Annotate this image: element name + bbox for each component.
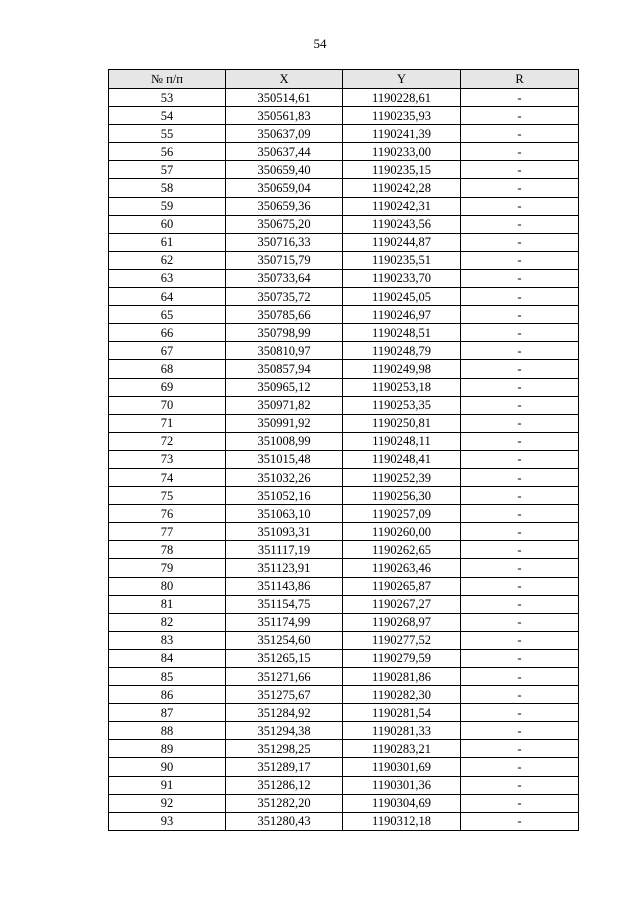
cell-y: 1190241,39 xyxy=(343,125,461,143)
cell-y: 1190301,69 xyxy=(343,758,461,776)
cell-y: 1190281,33 xyxy=(343,722,461,740)
cell-index: 93 xyxy=(109,812,226,830)
cell-index: 91 xyxy=(109,776,226,794)
cell-x: 351008,99 xyxy=(226,432,343,450)
header-y: Y xyxy=(343,70,461,89)
cell-y: 1190228,61 xyxy=(343,89,461,107)
cell-index: 78 xyxy=(109,541,226,559)
cell-x: 351143,86 xyxy=(226,577,343,595)
cell-y: 1190267,27 xyxy=(343,595,461,613)
cell-r: - xyxy=(461,288,579,306)
table-row xyxy=(109,613,579,631)
cell-r: - xyxy=(461,179,579,197)
cell-r: - xyxy=(461,269,579,287)
cell-x: 351294,38 xyxy=(226,722,343,740)
cell-y: 1190248,11 xyxy=(343,432,461,450)
cell-index: 73 xyxy=(109,450,226,468)
cell-r: - xyxy=(461,251,579,269)
cell-index: 61 xyxy=(109,233,226,251)
table-row xyxy=(109,342,579,360)
cell-y: 1190248,51 xyxy=(343,324,461,342)
table-row xyxy=(109,179,579,197)
cell-r: - xyxy=(461,89,579,107)
cell-index: 79 xyxy=(109,559,226,577)
cell-index: 80 xyxy=(109,577,226,595)
cell-r: - xyxy=(461,215,579,233)
cell-r: - xyxy=(461,342,579,360)
cell-y: 1190250,81 xyxy=(343,414,461,432)
table-row xyxy=(109,595,579,613)
cell-x: 350659,04 xyxy=(226,179,343,197)
cell-y: 1190281,54 xyxy=(343,704,461,722)
cell-y: 1190263,46 xyxy=(343,559,461,577)
cell-r: - xyxy=(461,487,579,505)
cell-y: 1190248,41 xyxy=(343,450,461,468)
cell-x: 350514,61 xyxy=(226,89,343,107)
cell-y: 1190233,00 xyxy=(343,143,461,161)
cell-index: 92 xyxy=(109,794,226,812)
table-row xyxy=(109,215,579,233)
cell-index: 83 xyxy=(109,631,226,649)
cell-x: 350715,79 xyxy=(226,251,343,269)
table-row xyxy=(109,197,579,215)
cell-index: 81 xyxy=(109,595,226,613)
cell-x: 350971,82 xyxy=(226,396,343,414)
cell-index: 60 xyxy=(109,215,226,233)
cell-r: - xyxy=(461,324,579,342)
cell-index: 75 xyxy=(109,487,226,505)
cell-r: - xyxy=(461,505,579,523)
cell-y: 1190304,69 xyxy=(343,794,461,812)
cell-x: 350659,40 xyxy=(226,161,343,179)
cell-y: 1190283,21 xyxy=(343,740,461,758)
cell-y: 1190252,39 xyxy=(343,468,461,486)
cell-index: 53 xyxy=(109,89,226,107)
cell-index: 71 xyxy=(109,414,226,432)
cell-index: 82 xyxy=(109,613,226,631)
cell-y: 1190242,28 xyxy=(343,179,461,197)
cell-x: 350798,99 xyxy=(226,324,343,342)
cell-x: 351284,92 xyxy=(226,704,343,722)
cell-r: - xyxy=(461,396,579,414)
cell-y: 1190249,98 xyxy=(343,360,461,378)
table-row xyxy=(109,107,579,125)
cell-x: 350637,09 xyxy=(226,125,343,143)
cell-index: 69 xyxy=(109,378,226,396)
cell-r: - xyxy=(461,450,579,468)
table-row xyxy=(109,161,579,179)
cell-r: - xyxy=(461,360,579,378)
cell-index: 66 xyxy=(109,324,226,342)
cell-r: - xyxy=(461,468,579,486)
header-x: X xyxy=(226,70,343,89)
cell-x: 351275,67 xyxy=(226,686,343,704)
cell-x: 351282,20 xyxy=(226,794,343,812)
cell-index: 85 xyxy=(109,668,226,686)
table-row xyxy=(109,125,579,143)
cell-x: 350733,64 xyxy=(226,269,343,287)
cell-r: - xyxy=(461,740,579,758)
cell-x: 350735,72 xyxy=(226,288,343,306)
cell-y: 1190243,56 xyxy=(343,215,461,233)
table-row xyxy=(109,306,579,324)
table-row xyxy=(109,432,579,450)
header-row xyxy=(109,70,579,89)
cell-index: 74 xyxy=(109,468,226,486)
cell-index: 64 xyxy=(109,288,226,306)
table-row xyxy=(109,541,579,559)
table-row xyxy=(109,89,579,107)
cell-y: 1190301,36 xyxy=(343,776,461,794)
cell-y: 1190257,09 xyxy=(343,505,461,523)
cell-x: 350785,66 xyxy=(226,306,343,324)
cell-x: 351254,60 xyxy=(226,631,343,649)
cell-x: 350810,97 xyxy=(226,342,343,360)
table-row xyxy=(109,631,579,649)
cell-r: - xyxy=(461,559,579,577)
table-body xyxy=(109,89,579,831)
table-row xyxy=(109,577,579,595)
table-row xyxy=(109,378,579,396)
cell-index: 76 xyxy=(109,505,226,523)
cell-r: - xyxy=(461,306,579,324)
table-row xyxy=(109,686,579,704)
cell-index: 72 xyxy=(109,432,226,450)
cell-index: 58 xyxy=(109,179,226,197)
cell-x: 351093,31 xyxy=(226,523,343,541)
table-row xyxy=(109,740,579,758)
cell-index: 77 xyxy=(109,523,226,541)
cell-y: 1190242,31 xyxy=(343,197,461,215)
table-row xyxy=(109,649,579,667)
table-row xyxy=(109,251,579,269)
cell-r: - xyxy=(461,649,579,667)
table-row xyxy=(109,722,579,740)
cell-r: - xyxy=(461,668,579,686)
table-row xyxy=(109,143,579,161)
cell-index: 65 xyxy=(109,306,226,324)
cell-y: 1190265,87 xyxy=(343,577,461,595)
cell-r: - xyxy=(461,161,579,179)
page-number: 54 xyxy=(313,36,327,51)
coordinates-table xyxy=(108,69,579,831)
cell-r: - xyxy=(461,125,579,143)
table-row xyxy=(109,487,579,505)
cell-index: 57 xyxy=(109,161,226,179)
cell-index: 54 xyxy=(109,107,226,125)
cell-index: 70 xyxy=(109,396,226,414)
cell-r: - xyxy=(461,686,579,704)
cell-index: 87 xyxy=(109,704,226,722)
table-row xyxy=(109,668,579,686)
cell-y: 1190253,18 xyxy=(343,378,461,396)
header-r: R xyxy=(461,70,579,89)
table-row xyxy=(109,288,579,306)
cell-x: 351174,99 xyxy=(226,613,343,631)
cell-x: 350637,44 xyxy=(226,143,343,161)
cell-x: 350561,83 xyxy=(226,107,343,125)
table-row xyxy=(109,776,579,794)
table-row xyxy=(109,794,579,812)
cell-y: 1190253,35 xyxy=(343,396,461,414)
cell-x: 350659,36 xyxy=(226,197,343,215)
cell-r: - xyxy=(461,631,579,649)
cell-y: 1190233,70 xyxy=(343,269,461,287)
cell-x: 350965,12 xyxy=(226,378,343,396)
table-row xyxy=(109,468,579,486)
cell-x: 351298,25 xyxy=(226,740,343,758)
table-row xyxy=(109,450,579,468)
table-row xyxy=(109,812,579,830)
table-row xyxy=(109,414,579,432)
cell-y: 1190256,30 xyxy=(343,487,461,505)
table-row xyxy=(109,523,579,541)
cell-x: 351032,26 xyxy=(226,468,343,486)
cell-y: 1190235,51 xyxy=(343,251,461,269)
table-row xyxy=(109,360,579,378)
cell-r: - xyxy=(461,812,579,830)
table-row xyxy=(109,269,579,287)
cell-x: 351265,15 xyxy=(226,649,343,667)
cell-x: 350716,33 xyxy=(226,233,343,251)
header-index: № п/п xyxy=(109,70,226,89)
cell-x: 351117,19 xyxy=(226,541,343,559)
cell-y: 1190262,65 xyxy=(343,541,461,559)
cell-r: - xyxy=(461,704,579,722)
cell-index: 59 xyxy=(109,197,226,215)
cell-x: 351289,17 xyxy=(226,758,343,776)
table-row xyxy=(109,396,579,414)
cell-index: 55 xyxy=(109,125,226,143)
cell-index: 67 xyxy=(109,342,226,360)
cell-index: 86 xyxy=(109,686,226,704)
cell-index: 62 xyxy=(109,251,226,269)
cell-x: 351154,75 xyxy=(226,595,343,613)
cell-x: 351286,12 xyxy=(226,776,343,794)
cell-r: - xyxy=(461,722,579,740)
table-row xyxy=(109,233,579,251)
cell-index: 89 xyxy=(109,740,226,758)
cell-x: 350857,94 xyxy=(226,360,343,378)
table-row xyxy=(109,704,579,722)
cell-r: - xyxy=(461,794,579,812)
cell-x: 351271,66 xyxy=(226,668,343,686)
cell-x: 351063,10 xyxy=(226,505,343,523)
cell-index: 84 xyxy=(109,649,226,667)
cell-y: 1190312,18 xyxy=(343,812,461,830)
table-row xyxy=(109,505,579,523)
cell-x: 350991,92 xyxy=(226,414,343,432)
cell-r: - xyxy=(461,107,579,125)
cell-index: 90 xyxy=(109,758,226,776)
cell-x: 350675,20 xyxy=(226,215,343,233)
cell-y: 1190248,79 xyxy=(343,342,461,360)
cell-r: - xyxy=(461,197,579,215)
cell-r: - xyxy=(461,776,579,794)
cell-index: 56 xyxy=(109,143,226,161)
cell-index: 68 xyxy=(109,360,226,378)
cell-index: 88 xyxy=(109,722,226,740)
cell-y: 1190246,97 xyxy=(343,306,461,324)
cell-r: - xyxy=(461,233,579,251)
cell-r: - xyxy=(461,541,579,559)
cell-y: 1190244,87 xyxy=(343,233,461,251)
table-row xyxy=(109,758,579,776)
cell-y: 1190268,97 xyxy=(343,613,461,631)
cell-r: - xyxy=(461,143,579,161)
table-header xyxy=(109,70,579,89)
cell-r: - xyxy=(461,523,579,541)
cell-y: 1190260,00 xyxy=(343,523,461,541)
cell-y: 1190277,52 xyxy=(343,631,461,649)
cell-x: 351052,16 xyxy=(226,487,343,505)
cell-y: 1190245,05 xyxy=(343,288,461,306)
table-row xyxy=(109,324,579,342)
cell-r: - xyxy=(461,758,579,776)
cell-r: - xyxy=(461,432,579,450)
cell-x: 351123,91 xyxy=(226,559,343,577)
cell-r: - xyxy=(461,613,579,631)
cell-y: 1190235,93 xyxy=(343,107,461,125)
cell-x: 351015,48 xyxy=(226,450,343,468)
cell-y: 1190279,59 xyxy=(343,649,461,667)
cell-index: 63 xyxy=(109,269,226,287)
cell-y: 1190281,86 xyxy=(343,668,461,686)
cell-r: - xyxy=(461,577,579,595)
cell-r: - xyxy=(461,595,579,613)
cell-x: 351280,43 xyxy=(226,812,343,830)
table-row xyxy=(109,559,579,577)
cell-y: 1190282,30 xyxy=(343,686,461,704)
cell-r: - xyxy=(461,378,579,396)
cell-y: 1190235,15 xyxy=(343,161,461,179)
cell-r: - xyxy=(461,414,579,432)
